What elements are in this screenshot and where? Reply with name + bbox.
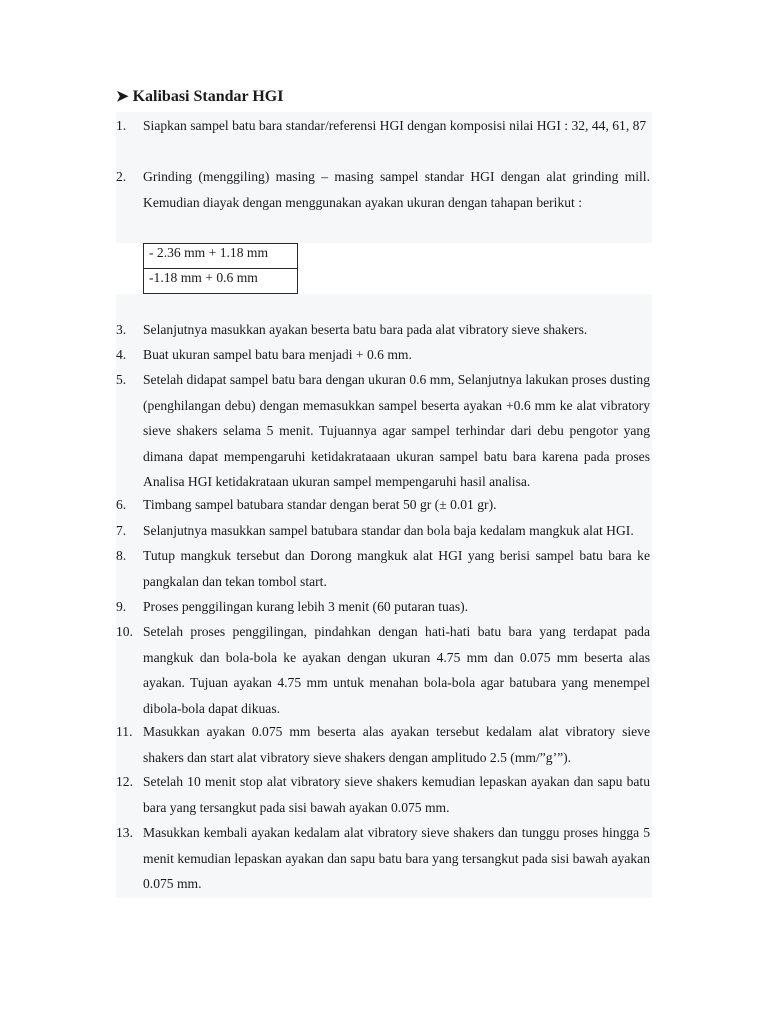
arrow-bullet-icon: ➤ <box>116 89 129 105</box>
list-item-number: 11. <box>116 724 133 739</box>
list-item-text: Setelah didapat sampel batu bara dengan ukuran 0.6 mm, Selanjutnya lakukan proses dusting (penghilangan debu) dengan memasukkan sampel beserta ayakan +0.6 mm ke alat vibratory sieve shakers selama 5 menit. Tujuannya agar sampel terhindar dari debu pengotor yang dimana dapat mempengaruhi ketidakrataaan ukuran sampel batu bara karena pada proses Analisa HGI ketidakrataan ukuran sampel mempengaruhi hasil analisa. <box>143 372 650 489</box>
list-item <box>116 113 652 139</box>
list-item-text: Setelah proses penggilingan, pindahkan dengan hati-hati batu bara yang terdapat pada mangkuk dan bola-bola ke ayakan dengan ukuran 4.75 mm dan 0.075 mm beserta alas ayakan. Tujuan ayakan 4.75 mm untuk menahan bola-bola agar batubara yang menempel dibola-bola dapat dikuas. <box>143 624 650 716</box>
list-item-number: 12. <box>116 774 133 789</box>
list-item-text: Masukkan kembali ayakan kedalam alat vibratory sieve shakers dan tunggu proses hingga 5 menit kemudian lepaskan ayakan dan sapu batu bara yang tersangkut pada sisi bawah ayakan 0.075 mm. <box>143 825 650 891</box>
table-cell: -1.18 mm + 0.6 mm <box>144 269 298 294</box>
list-item <box>116 518 652 544</box>
list-item-text: Selanjutnya masukkan sampel batubara standar dan bola baja kedalam mangkuk alat HGI. <box>143 523 634 538</box>
list-item <box>116 492 652 518</box>
list-item-number: 13. <box>116 825 133 840</box>
list-item-text: Siapkan sampel batu bara standar/referensi HGI dengan komposisi nilai HGI : 32, 44, 61, 87 <box>143 118 647 133</box>
list-item-text: Buat ukuran sampel batu bara menjadi + 0.6 mm. <box>143 347 412 362</box>
list-item-number: 5. <box>116 372 127 387</box>
section-heading <box>116 86 283 108</box>
list-item <box>116 619 652 721</box>
list-item-number: 10. <box>116 624 133 639</box>
list-item-number: 4. <box>116 347 127 362</box>
sieve-size-table <box>143 243 298 294</box>
list-item <box>116 719 652 770</box>
list-item-number: 3. <box>116 322 127 337</box>
list-item-text: Masukkan ayakan 0.075 mm beserta alas ayakan tersebut kedalam alat vibratory sieve shakers dan start alat vibratory sieve shakers dengan amplitudo 2.5 (mm/”g’”). <box>143 724 650 765</box>
list-item <box>116 164 652 215</box>
list-item-text: Grinding (menggiling) masing – masing sampel standar HGI dengan alat grinding mill. Kemudian diayak dengan menggunakan ayakan ukuran dengan tahapan berikut : <box>143 169 650 210</box>
table-cell: - 2.36 mm + 1.18 mm <box>144 244 298 269</box>
table-row <box>144 269 298 294</box>
list-item <box>116 594 652 620</box>
list-item-number: 1. <box>116 118 127 133</box>
list-item-number: 6. <box>116 497 127 512</box>
list-item-number: 2. <box>116 169 127 184</box>
list-item <box>116 317 652 343</box>
list-item-text: Setelah 10 menit stop alat vibratory sieve shakers kemudian lepaskan ayakan dan sapu batu bara yang tersangkut pada sisi bawah ayakan 0.075 mm. <box>143 774 650 815</box>
list-item <box>116 367 652 495</box>
list-item-text: Tutup mangkuk tersebut dan Dorong mangkuk alat HGI yang berisi sampel batu bara ke pangkalan dan tekan tombol start. <box>143 548 650 589</box>
list-item-text: Proses penggilingan kurang lebih 3 menit (60 putaran tuas). <box>143 599 469 614</box>
list-item-number: 7. <box>116 523 127 538</box>
list-item <box>116 342 652 368</box>
section-heading-text: Kalibasi Standar HGI <box>132 88 284 105</box>
list-item-number: 8. <box>116 548 127 563</box>
list-item <box>116 820 652 897</box>
table-row <box>144 244 298 269</box>
list-item-text: Selanjutnya masukkan ayakan beserta batu bara pada alat vibratory sieve shakers. <box>143 322 588 337</box>
list-item <box>116 543 652 594</box>
list-item <box>116 769 652 820</box>
list-item-text: Timbang sampel batubara standar dengan berat 50 gr (± 0.01 gr). <box>143 497 497 512</box>
list-item-number: 9. <box>116 599 127 614</box>
